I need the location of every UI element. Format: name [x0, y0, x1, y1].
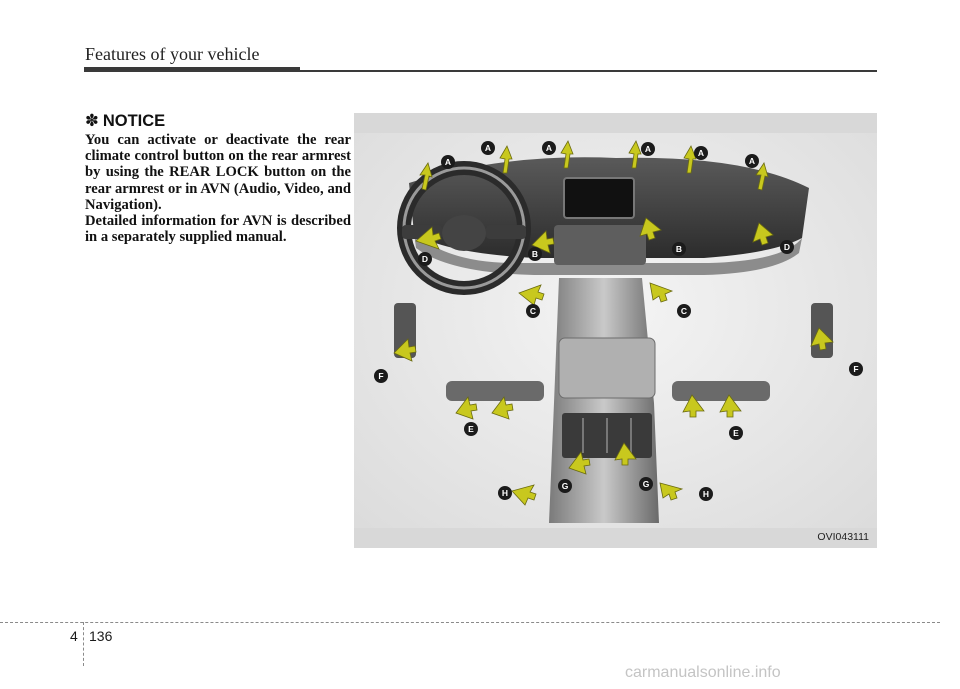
vent-diagram — [354, 113, 877, 548]
chapter-number: 4 — [70, 628, 78, 644]
svg-text:A: A — [444, 157, 452, 167]
notice-heading-text: NOTICE — [102, 112, 166, 130]
svg-text:A: A — [697, 148, 705, 158]
vent-label-e2 — [729, 426, 743, 440]
steering-spoke-right — [486, 225, 526, 239]
vent-label-b2 — [672, 242, 686, 256]
vent-label-d2 — [780, 240, 794, 254]
footer-dashed-rule — [0, 622, 940, 623]
page-header-title: Features of your vehicle — [85, 44, 260, 64]
notice-paragraph-2: Detailed information for AVN is described in a separately supplied manual. — [85, 213, 351, 246]
header-thick-bar — [84, 67, 300, 72]
svg-text:G: G — [561, 481, 569, 491]
vent-label-g1 — [558, 479, 572, 493]
svg-text:B: B — [531, 249, 539, 259]
center-stack-controls — [554, 225, 646, 265]
svg-text:A: A — [748, 156, 756, 166]
vent-diagram-figure — [354, 113, 877, 548]
svg-text:C: C — [680, 306, 688, 316]
svg-text:F: F — [853, 364, 859, 374]
notice-heading — [85, 111, 165, 131]
steering-hub — [442, 215, 486, 251]
vent-label-a4 — [641, 142, 655, 156]
vent-label-a1 — [441, 155, 455, 169]
svg-text:C: C — [529, 306, 537, 316]
notice-paragraph-1: You can activate or deactivate the rear climate control button on the rear armrest by using the REAR LOCK button on the rear armrest or in AVN (Audio, Video, and Navigation). — [85, 132, 351, 213]
svg-text:A: A — [484, 143, 492, 153]
svg-text:E: E — [468, 424, 474, 434]
vent-label-d1 — [418, 252, 432, 266]
armrest — [559, 338, 655, 398]
vent-label-b1 — [528, 247, 542, 261]
svg-text:G: G — [642, 479, 650, 489]
svg-text:E: E — [733, 428, 739, 438]
footer-vertical-dash — [83, 622, 84, 666]
vent-label-h1 — [498, 486, 512, 500]
svg-text:H: H — [501, 488, 509, 498]
svg-text:D: D — [421, 254, 429, 264]
vent-label-a6 — [745, 154, 759, 168]
vent-label-a5 — [694, 146, 708, 160]
figure-top-band — [354, 113, 877, 133]
rear-vent-left — [446, 381, 544, 401]
svg-text:H: H — [702, 489, 710, 499]
svg-text:D: D — [783, 242, 791, 252]
vent-label-f1 — [374, 369, 388, 383]
figure-code: OVI043111 — [817, 531, 869, 543]
svg-text:F: F — [378, 371, 384, 381]
vent-label-h2 — [699, 487, 713, 501]
vent-label-a2 — [481, 141, 495, 155]
rear-vent-right — [672, 381, 770, 401]
vent-label-g2 — [639, 477, 653, 491]
svg-text:A: A — [644, 144, 652, 154]
watermark: carmanualsonline.info — [625, 664, 781, 681]
header-rule — [300, 70, 877, 72]
figure-bottom-band — [354, 528, 877, 548]
page-number: 136 — [89, 628, 113, 644]
center-display — [564, 178, 634, 218]
svg-text:A: A — [545, 143, 553, 153]
svg-text:B: B — [675, 244, 683, 254]
notice-star-icon: ✽ — [85, 112, 99, 130]
vent-label-f2 — [849, 362, 863, 376]
vent-label-c2 — [677, 304, 691, 318]
vent-label-a3 — [542, 141, 556, 155]
notice-body — [85, 132, 351, 245]
vent-label-c1 — [526, 304, 540, 318]
vent-label-e1 — [464, 422, 478, 436]
